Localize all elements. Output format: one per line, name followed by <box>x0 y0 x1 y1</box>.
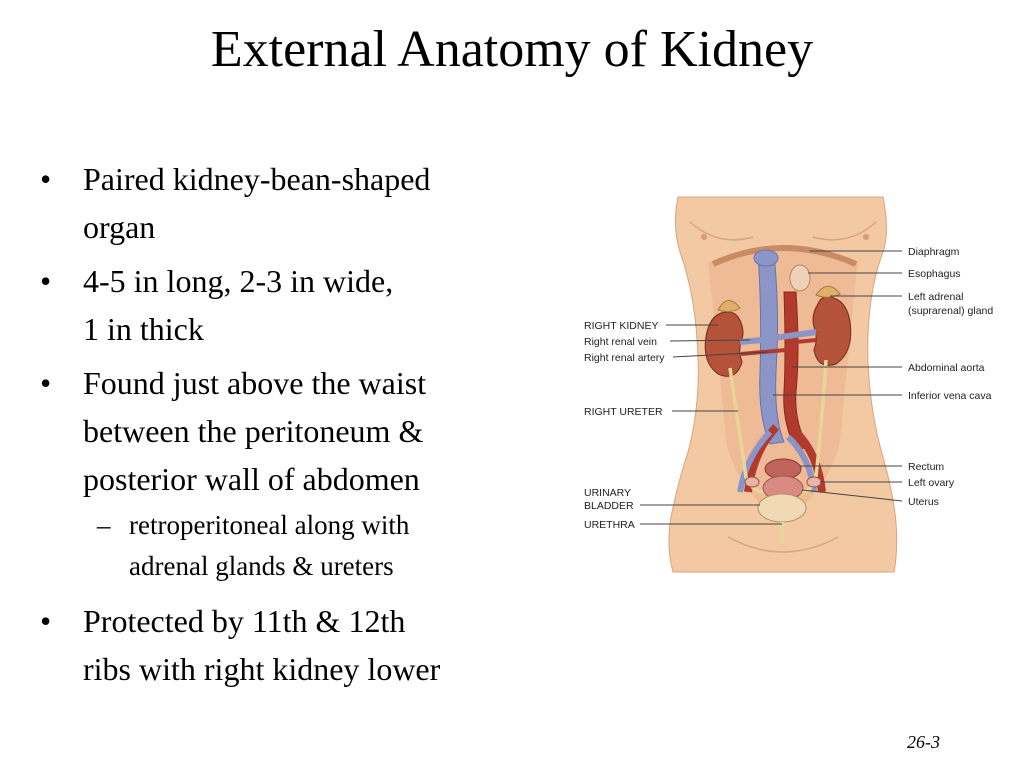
bullet-line: Found just above the waist <box>83 365 427 401</box>
bullet-line: 1 in thick <box>83 311 204 347</box>
label-bladder: BLADDER <box>584 500 634 512</box>
right-ovary <box>745 477 759 487</box>
left-ovary <box>807 477 821 487</box>
sub-bullet-item <box>83 505 540 587</box>
label-urethra: URETHRA <box>584 519 635 531</box>
nipple-mark <box>863 234 869 240</box>
bullet-line: 4-5 in long, 2-3 in wide, <box>83 263 394 299</box>
sub-bullet-line: retroperitoneal along with <box>129 510 410 540</box>
bullet-line: posterior wall of abdomen <box>83 461 420 497</box>
label-left-adrenal: Left adrenal <box>908 291 964 303</box>
ivc-top <box>754 250 778 266</box>
bullet-dot: • <box>40 603 52 639</box>
nipple-mark <box>701 234 707 240</box>
label-rectum: Rectum <box>908 461 945 473</box>
label-right-renal-artery: Right renal artery <box>584 352 665 364</box>
bullet-item <box>40 597 540 693</box>
label-diaphragm: Diaphragm <box>908 246 960 258</box>
label-abdominal-aorta: Abdominal aorta <box>908 362 985 374</box>
label-esophagus: Esophagus <box>908 268 961 280</box>
bullet-line: organ <box>83 209 156 245</box>
label-urinary: URINARY <box>584 487 632 499</box>
sub-bullet-dash: – <box>97 510 111 540</box>
label-right-renal-vein: Right renal vein <box>584 336 657 348</box>
bullet-line: Paired kidney-bean-shaped <box>83 161 431 197</box>
bullet-list <box>40 155 540 699</box>
slide-title: External Anatomy of Kidney <box>210 21 814 78</box>
left-renal-artery <box>796 340 816 342</box>
sub-bullet-list <box>83 505 540 587</box>
right-kidney <box>705 312 743 376</box>
bullet-item <box>40 155 540 251</box>
urinary-anatomy-figure <box>578 192 1008 577</box>
bullet-line: ribs with right kidney lower <box>83 651 441 687</box>
bullet-item <box>40 257 540 353</box>
bullet-line: Protected by 11th & 12th <box>83 603 406 639</box>
urinary-bladder <box>758 494 806 522</box>
label-inferior-vena-cava: Inferior vena cava <box>908 390 992 402</box>
bullet-dot: • <box>40 161 52 197</box>
anatomy-illustration <box>578 192 1008 577</box>
left-kidney <box>813 297 851 365</box>
label-suprarenal-gland: (suprarenal) gland <box>908 305 994 317</box>
label-uterus: Uterus <box>908 496 939 508</box>
label-right-ureter: RIGHT URETER <box>584 406 663 418</box>
bullet-dot: • <box>40 365 52 401</box>
esophagus <box>790 265 810 291</box>
bullet-dot: • <box>40 263 52 299</box>
page-number: 26-3 <box>907 732 940 752</box>
sub-bullet-line: adrenal glands & ureters <box>129 551 394 581</box>
label-right-kidney: RIGHT KIDNEY <box>584 320 659 332</box>
label-left-ovary: Left ovary <box>908 477 955 489</box>
bullet-item <box>40 359 540 587</box>
bullet-line: between the peritoneum & <box>83 413 424 449</box>
